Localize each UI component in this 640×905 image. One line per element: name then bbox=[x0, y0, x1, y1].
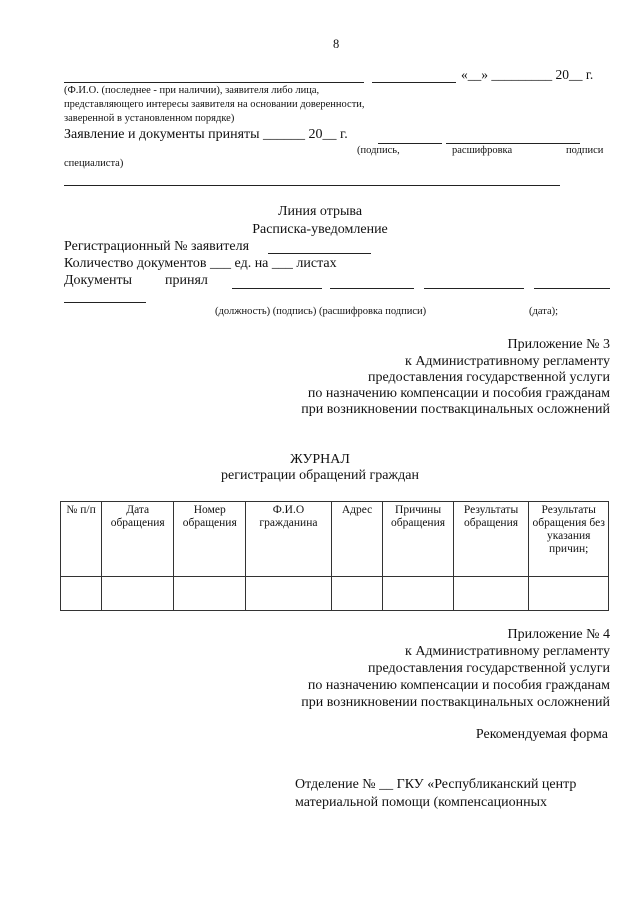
table-cell bbox=[61, 577, 102, 611]
appendix4-line: при возникновении поствакцинальных осложнений bbox=[301, 695, 610, 710]
journal-subtitle: регистрации обращений граждан bbox=[221, 468, 419, 483]
col-fio: Ф.И.О гражданина bbox=[246, 502, 331, 577]
signature-line bbox=[534, 288, 610, 289]
appendix4-title: Приложение № 4 bbox=[507, 627, 610, 642]
page-number: 8 bbox=[333, 37, 340, 51]
signature-line bbox=[232, 288, 322, 289]
sig-caption: (подпись, bbox=[357, 145, 400, 156]
accepted-label: принял bbox=[165, 273, 208, 288]
sig-caption: специалиста) bbox=[64, 158, 124, 169]
receipt-title: Расписка-уведомление bbox=[252, 222, 388, 237]
table-cell bbox=[246, 577, 331, 611]
fio-caption: (Ф.И.О. (последнее - при наличии), заявителя либо лица, bbox=[64, 85, 320, 96]
department-line: Отделение № __ ГКУ «Республиканский центр bbox=[295, 777, 577, 792]
col-request-number: Номер обращения bbox=[174, 502, 246, 577]
signature-line bbox=[372, 82, 456, 83]
col-reasons: Причины обращения bbox=[383, 502, 453, 577]
col-results: Результаты обращения bbox=[453, 502, 529, 577]
appendix3-line: по назначению компенсации и пособия гражданам bbox=[307, 386, 610, 401]
signature-line bbox=[424, 288, 524, 289]
table-cell bbox=[529, 577, 609, 611]
date-line: «__» _________ 20__ г. bbox=[461, 67, 594, 82]
table-cell bbox=[331, 577, 383, 611]
appendix3-title: Приложение № 3 bbox=[507, 337, 610, 352]
appendix3-line: к Административному регламенту bbox=[405, 354, 610, 369]
table-cell bbox=[383, 577, 453, 611]
col-address: Адрес bbox=[331, 502, 383, 577]
reg-number-label: Регистрационный № заявителя bbox=[64, 239, 250, 254]
fio-caption: заверенной в установленном порядке) bbox=[64, 113, 235, 124]
table-cell bbox=[453, 577, 529, 611]
col-number: № п/п bbox=[61, 502, 102, 577]
appendix4-line: к Административному регламенту bbox=[405, 644, 610, 659]
sig-caption: подписи bbox=[566, 145, 604, 156]
appendix4-line: по назначению компенсации и пособия гражданам bbox=[307, 678, 610, 693]
divider-line bbox=[64, 185, 560, 186]
journal-table bbox=[60, 501, 609, 611]
department-line: материальной помощи (компенсационных bbox=[295, 795, 548, 810]
tear-line-label: Линия отрыва bbox=[277, 204, 363, 219]
docs-label: Документы bbox=[64, 273, 133, 288]
receipt-caption-date: (дата); bbox=[529, 306, 559, 317]
receipt-caption: (должность) (подпись) (расшифровка подписи) bbox=[215, 306, 427, 317]
docs-count-label: Количество документов ___ ед. на ___ листах bbox=[64, 256, 337, 271]
appendix4-line: предоставления государственной услуги bbox=[368, 661, 610, 676]
reg-number-line bbox=[268, 253, 371, 254]
signature-line bbox=[64, 82, 364, 83]
col-results-no-reason: Результаты обращения без указания причин; bbox=[529, 502, 609, 577]
table-cell bbox=[174, 577, 246, 611]
signature-line bbox=[378, 143, 442, 144]
appendix3-line: предоставления государственной услуги bbox=[368, 370, 610, 385]
signature-line bbox=[446, 143, 580, 144]
journal-title: ЖУРНАЛ bbox=[290, 452, 350, 467]
table-cell bbox=[102, 577, 174, 611]
appendix3-line: при возникновении поствакцинальных осложнений bbox=[301, 402, 610, 417]
accepted-line: Заявление и документы приняты ______ 20__ г. bbox=[64, 127, 348, 142]
fio-caption: представляющего интересы заявителя на основании доверенности, bbox=[64, 99, 365, 110]
recommended-form: Рекомендуемая форма bbox=[475, 727, 608, 742]
sig-caption: расшифровка bbox=[452, 145, 513, 156]
table-header-row bbox=[61, 502, 609, 577]
col-date: Дата обращения bbox=[102, 502, 174, 577]
table-row bbox=[61, 577, 609, 611]
signature-line bbox=[330, 288, 414, 289]
signature-line bbox=[64, 302, 146, 303]
